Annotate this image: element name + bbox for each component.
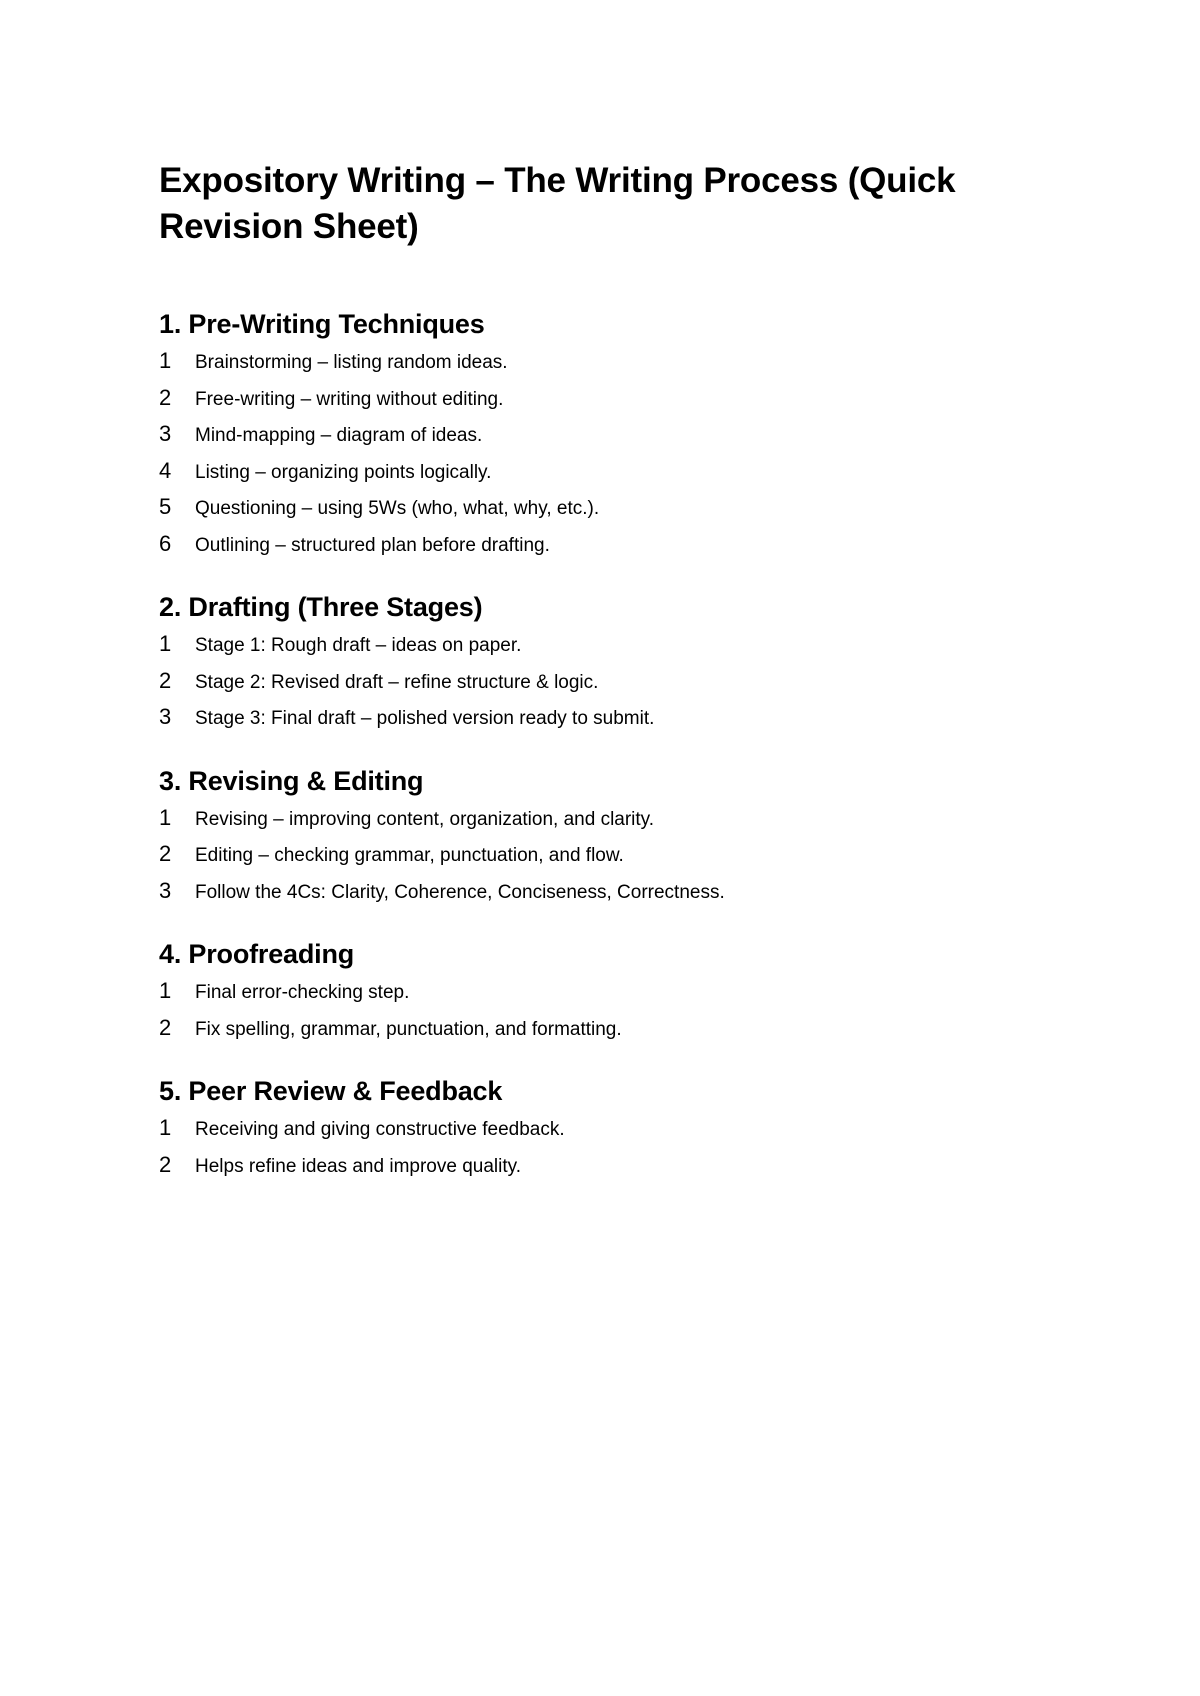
item-number: 1 [159,631,172,656]
item-text: Outlining – structured plan before drafting. [195,534,550,556]
item-text: Questioning – using 5Ws (who, what, why, etc.). [195,498,600,519]
list-item [159,631,1059,668]
item-number: 2 [159,1151,172,1177]
item-text: Stage 3: Final draft – polished version ready to submit. [195,708,655,729]
item-list [159,631,1059,741]
item-list [159,1115,1059,1188]
document-title: Expository Writing – The Writing Process (Quick Revision Sheet) [159,161,956,246]
item-list [159,348,1059,567]
item-number: 2 [159,841,172,866]
item-text: Fix spelling, grammar, punctuation, and formatting. [195,1018,622,1040]
section-heading: 3. Revising & Editing [159,765,424,796]
list-item [159,458,1059,495]
item-text: Editing – checking grammar, punctuation, and flow. [195,845,624,866]
item-number: 1 [159,348,172,373]
item-text: Brainstorming – listing random ideas. [195,352,508,373]
item-text: Helps refine ideas and improve quality. [195,1155,521,1177]
item-number: 3 [159,704,172,729]
item-number: 3 [159,421,172,446]
item-text: Follow the 4Cs: Clarity, Coherence, Conciseness, Correctness. [195,881,725,903]
item-text: Free-writing – writing without editing. [195,388,504,410]
section-drafting [159,591,1059,741]
list-item [159,494,1059,531]
item-list [159,805,1059,915]
item-text: Final error-checking step. [195,982,410,1003]
list-item [159,531,1059,568]
item-number: 3 [159,877,172,903]
section-heading: 4. Proofreading [159,939,355,969]
item-number: 2 [159,384,172,410]
list-item [159,704,1059,741]
item-number: 5 [159,494,172,519]
section-heading: 1. Pre-Writing Techniques [159,309,485,339]
section-proofreading [159,938,1059,1051]
list-item [159,878,1059,915]
item-number: 2 [159,1014,172,1040]
item-number: 2 [159,667,172,693]
item-number: 1 [159,1115,172,1140]
list-item [159,385,1059,422]
section-revising-editing [159,765,1059,915]
item-text: Receiving and giving constructive feedback. [195,1119,565,1140]
list-item [159,841,1059,878]
list-item [159,1115,1059,1152]
section-peer-review [159,1075,1059,1188]
section-pre-writing [159,308,1059,567]
list-item [159,1015,1059,1052]
list-item [159,805,1059,842]
section-heading: 2. Drafting (Three Stages) [159,592,483,622]
item-text: Listing – organizing points logically. [195,461,492,483]
item-text: Mind-mapping – diagram of ideas. [195,425,483,446]
list-item [159,348,1059,385]
document-page [159,158,1059,1212]
item-number: 1 [159,804,172,830]
list-item [159,668,1059,705]
item-text: Stage 1: Rough draft – ideas on paper. [195,635,522,656]
section-heading: 5. Peer Review & Feedback [159,1076,503,1106]
item-number: 6 [159,530,172,556]
item-list [159,978,1059,1051]
list-item [159,978,1059,1015]
list-item [159,1152,1059,1189]
list-item [159,421,1059,458]
item-number: 4 [159,457,172,483]
item-text: Stage 2: Revised draft – refine structure & logic. [195,671,599,693]
item-text: Revising – improving content, organization, and clarity. [195,808,655,830]
item-number: 1 [159,978,172,1003]
